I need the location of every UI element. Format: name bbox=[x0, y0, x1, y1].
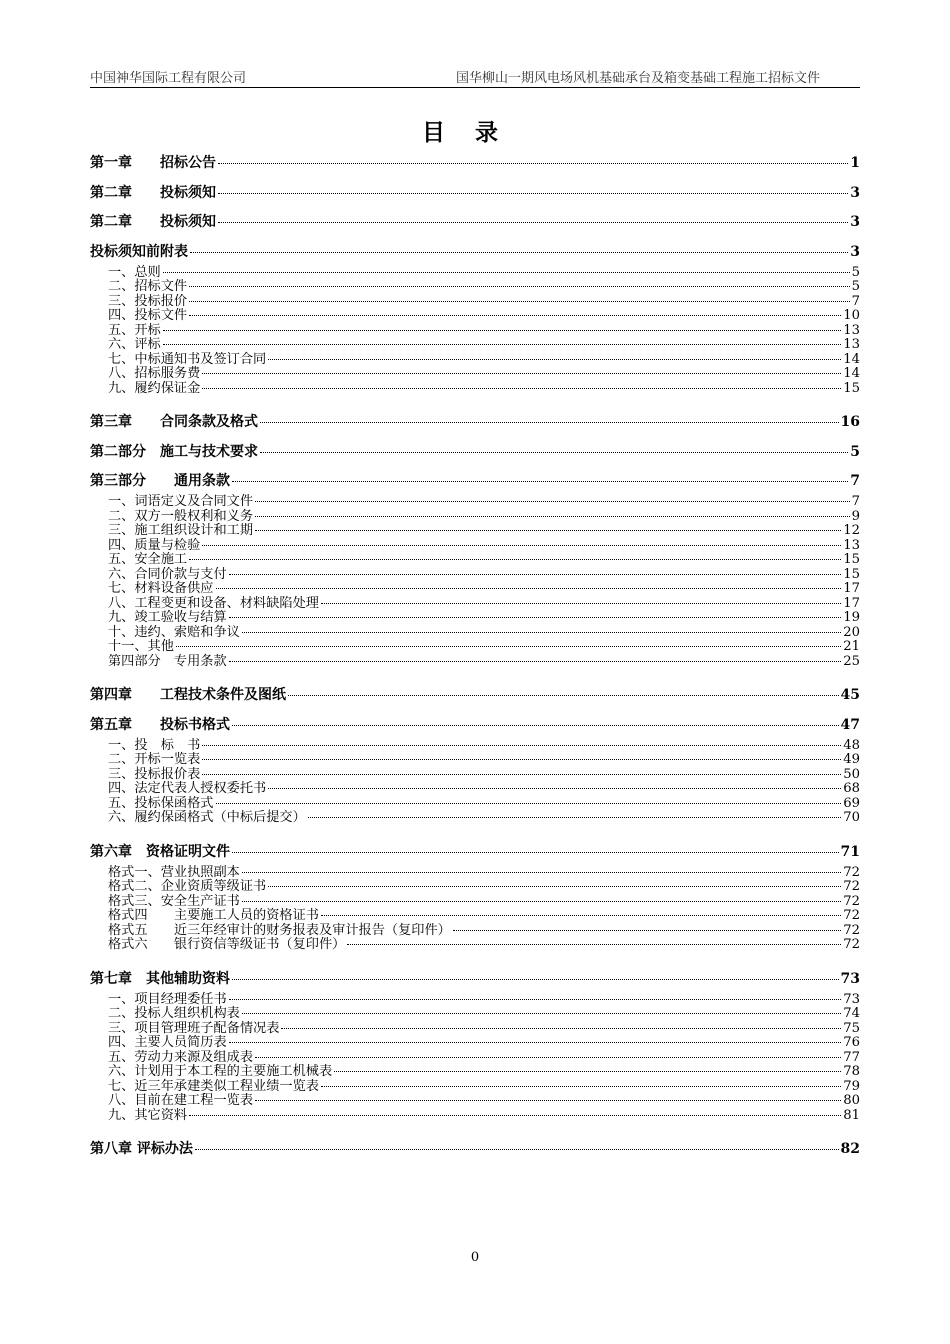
toc-entry-label: 九、竣工验收与结算 bbox=[108, 610, 227, 625]
toc-leader-dots bbox=[347, 944, 841, 945]
toc-entry-label: 六、评标 bbox=[108, 337, 161, 352]
toc-section-entry[interactable] bbox=[108, 1094, 860, 1108]
toc-section-entry[interactable] bbox=[108, 524, 860, 538]
toc-leader-dots bbox=[202, 545, 841, 546]
toc-entry-page-number: 47 bbox=[840, 716, 860, 733]
toc-entry-label: 三、投标报价表 bbox=[108, 766, 201, 782]
toc-entry-label: 三、项目管理班子配备情况表 bbox=[108, 1020, 280, 1036]
toc-section-entry[interactable] bbox=[108, 568, 860, 582]
toc-entry-label: 七、近三年承建类似工程业绩一览表 bbox=[108, 1078, 319, 1094]
header-document-title: 国华柳山一期风电场风机基础承台及箱变基础工程施工招标文件 bbox=[455, 71, 820, 86]
page-title: 目录 bbox=[422, 120, 528, 146]
toc-entry-label: 四、主要人员简历表 bbox=[108, 1035, 227, 1050]
toc-section-entry[interactable] bbox=[108, 768, 860, 782]
toc-leader-dots bbox=[216, 588, 842, 589]
toc-section-entry[interactable] bbox=[108, 611, 860, 625]
toc-section-entry[interactable] bbox=[108, 924, 860, 938]
toc-entry-page-number: 72 bbox=[843, 864, 860, 880]
toc-leader-dots bbox=[232, 852, 839, 853]
toc-entry-page-number: 3 bbox=[850, 184, 860, 201]
toc-entry-label: 六、合同价款与支付 bbox=[108, 566, 227, 582]
toc-entry-page-number: 13 bbox=[843, 322, 860, 338]
toc-section-entry[interactable] bbox=[108, 1022, 860, 1036]
toc-section-entry[interactable] bbox=[108, 309, 860, 323]
toc-entry-page-number: 79 bbox=[843, 1078, 860, 1094]
toc-section-entry[interactable] bbox=[108, 495, 860, 509]
toc-section-entry[interactable] bbox=[108, 782, 860, 796]
toc-chapter-entry[interactable] bbox=[90, 714, 860, 734]
toc-chapter-entry[interactable] bbox=[90, 470, 860, 490]
toc-entry-label: 一、投 标 书 bbox=[108, 737, 201, 753]
toc-entry-page-number: 13 bbox=[843, 537, 860, 553]
toc-entry-label: 第四部分 专用条款 bbox=[108, 653, 227, 669]
toc-chapter-entry[interactable] bbox=[90, 684, 860, 704]
toc-section-entry[interactable] bbox=[108, 510, 860, 524]
toc-leader-dots bbox=[255, 1057, 841, 1058]
toc-section-entry[interactable] bbox=[108, 811, 860, 825]
toc-entry-page-number: 72 bbox=[843, 922, 860, 938]
toc-entry-page-number: 71 bbox=[840, 843, 860, 860]
page-header bbox=[90, 67, 860, 88]
toc-leader-dots bbox=[163, 330, 841, 331]
toc-entry-page-number: 5 bbox=[851, 264, 860, 280]
toc-leader-dots bbox=[260, 452, 848, 453]
toc-entry-label: 九、其它资料 bbox=[108, 1107, 188, 1123]
toc-section-entry[interactable] bbox=[108, 655, 860, 669]
toc-entry-page-number: 81 bbox=[843, 1107, 860, 1123]
toc-chapter-entry[interactable] bbox=[90, 1138, 860, 1158]
toc-chapter-entry[interactable] bbox=[90, 182, 860, 202]
toc-entry-label: 七、中标通知书及签订合同 bbox=[108, 351, 267, 367]
toc-entry-label: 第二章 投标须知 bbox=[90, 214, 216, 230]
toc-entry-page-number: 75 bbox=[843, 1020, 860, 1036]
toc-entry-label: 三、施工组织设计和工期 bbox=[108, 523, 254, 538]
toc-entry-label: 四、法定代表人授权委托书 bbox=[108, 781, 267, 796]
toc-chapter-entry[interactable] bbox=[90, 441, 860, 461]
toc-entry-label: 二、双方一般权利和义务 bbox=[108, 508, 254, 524]
toc-leader-dots bbox=[232, 979, 839, 980]
toc-section-entry[interactable] bbox=[108, 866, 860, 880]
toc-leader-dots bbox=[321, 1086, 841, 1087]
toc-leader-dots bbox=[334, 1071, 841, 1072]
toc-leader-dots bbox=[163, 272, 850, 273]
toc-entry-page-number: 48 bbox=[843, 737, 860, 753]
toc-section-entry[interactable] bbox=[108, 539, 860, 553]
toc-entry-label: 一、项目经理委任书 bbox=[108, 991, 227, 1007]
toc-leader-dots bbox=[255, 1100, 841, 1101]
toc-leader-dots bbox=[218, 193, 848, 194]
toc-entry-label: 六、履约保函格式（中标后提交） bbox=[108, 810, 306, 825]
toc-entry-label: 二、投标人组织机构表 bbox=[108, 1006, 240, 1021]
toc-entry-page-number: 7 bbox=[850, 473, 860, 489]
toc-leader-dots bbox=[255, 501, 850, 502]
toc-entry-label: 五、安全施工 bbox=[108, 552, 188, 567]
toc-leader-dots bbox=[189, 559, 841, 560]
toc-section-entry[interactable] bbox=[108, 553, 860, 567]
toc-entry-label: 七、材料设备供应 bbox=[108, 581, 214, 596]
toc-entry-label: 二、开标一览表 bbox=[108, 752, 201, 767]
toc-entry-page-number: 49 bbox=[843, 752, 860, 767]
toc-section-entry[interactable] bbox=[108, 597, 860, 611]
toc-section-entry[interactable] bbox=[108, 993, 860, 1007]
toc-entry-label: 格式六 银行资信等级证书（复印件） bbox=[108, 937, 346, 952]
toc-leader-dots bbox=[268, 886, 841, 887]
toc-section-entry[interactable] bbox=[108, 880, 860, 894]
toc-leader-dots bbox=[453, 930, 841, 931]
toc-entry-page-number: 15 bbox=[843, 566, 860, 582]
toc-entry-page-number: 70 bbox=[843, 810, 860, 825]
toc-entry-page-number: 17 bbox=[843, 581, 860, 596]
toc-entry-label: 八、目前在建工程一览表 bbox=[108, 1093, 254, 1108]
toc-section-entry[interactable] bbox=[108, 739, 860, 753]
toc-leader-dots bbox=[308, 817, 841, 818]
toc-leader-dots bbox=[189, 301, 849, 302]
toc-entry-page-number: 9 bbox=[851, 508, 860, 524]
toc-entry-page-number: 25 bbox=[843, 653, 860, 669]
toc-entry-page-number: 72 bbox=[843, 937, 860, 952]
toc-entry-page-number: 68 bbox=[843, 781, 860, 796]
toc-leader-dots bbox=[268, 359, 841, 360]
toc-leader-dots bbox=[255, 530, 841, 531]
header-company: 中国神华国际工程有限公司 bbox=[90, 71, 247, 86]
toc-section-entry[interactable] bbox=[108, 895, 860, 909]
toc-leader-dots bbox=[163, 344, 841, 345]
toc-entry-page-number: 14 bbox=[843, 366, 860, 381]
toc-entry-label: 九、履约保证金 bbox=[108, 380, 201, 396]
toc-entry-page-number: 74 bbox=[843, 1006, 860, 1021]
toc-leader-dots bbox=[176, 646, 841, 647]
page-number: 0 bbox=[470, 1250, 480, 1265]
toc-leader-dots bbox=[260, 422, 839, 423]
toc-section-entry[interactable] bbox=[108, 938, 860, 952]
toc-section-entry[interactable] bbox=[108, 266, 860, 280]
toc-entry-label: 第三章 合同条款及格式 bbox=[90, 414, 258, 430]
toc-section-entry[interactable] bbox=[108, 909, 860, 923]
toc-entry-page-number: 12 bbox=[843, 523, 860, 538]
toc-section-entry[interactable] bbox=[108, 324, 860, 338]
toc-section-entry[interactable] bbox=[108, 353, 860, 367]
toc-entry-label: 格式四 主要施工人员的资格证书 bbox=[108, 908, 319, 923]
toc-section-entry[interactable] bbox=[108, 640, 860, 654]
toc-entry-page-number: 73 bbox=[843, 991, 860, 1007]
toc-entry-label: 第一章 招标公告 bbox=[90, 155, 216, 171]
toc-section-entry[interactable] bbox=[108, 367, 860, 381]
toc-entry-page-number: 10 bbox=[843, 308, 860, 323]
toc-chapter-entry[interactable] bbox=[90, 411, 860, 431]
toc-leader-dots bbox=[268, 788, 841, 789]
toc-entry-page-number: 17 bbox=[843, 595, 860, 611]
toc-section-entry[interactable] bbox=[108, 1065, 860, 1079]
toc-entry-page-number: 72 bbox=[843, 879, 860, 894]
toc-entry-page-number: 1 bbox=[850, 155, 860, 171]
toc-section-entry[interactable] bbox=[108, 1007, 860, 1021]
toc-leader-dots bbox=[321, 603, 841, 604]
toc-chapter-entry[interactable] bbox=[90, 841, 860, 861]
toc-entry-label: 四、投标文件 bbox=[108, 308, 188, 323]
toc-entry-page-number: 7 bbox=[851, 494, 860, 509]
toc-entry-label: 五、投标保函格式 bbox=[108, 795, 214, 811]
toc-entry-label: 一、总则 bbox=[108, 264, 161, 280]
toc-entry-label: 第三部分 通用条款 bbox=[90, 473, 230, 489]
toc-entry-page-number: 19 bbox=[843, 610, 860, 625]
toc-leader-dots bbox=[202, 774, 841, 775]
toc-entry-label: 投标须知前附表 bbox=[90, 243, 188, 260]
toc-entry-label: 八、招标服务费 bbox=[108, 366, 201, 381]
toc-entry-label: 第四章 工程技术条件及图纸 bbox=[90, 687, 286, 703]
toc-leader-dots bbox=[232, 725, 839, 726]
toc-entry-page-number: 73 bbox=[840, 970, 860, 987]
toc-entry-page-number: 15 bbox=[843, 380, 860, 396]
toc-entry-page-number: 21 bbox=[843, 639, 860, 654]
toc-entry-page-number: 80 bbox=[843, 1093, 860, 1108]
toc-entry-label: 格式五 近三年经审计的财务报表及审计报告（复印件） bbox=[108, 922, 451, 938]
toc-entry-label: 六、计划用于本工程的主要施工机械表 bbox=[108, 1064, 333, 1079]
toc-entry-label: 三、投标报价 bbox=[108, 293, 188, 309]
toc-section-entry[interactable] bbox=[108, 1080, 860, 1094]
toc-entry-label: 十一、其他 bbox=[108, 639, 174, 654]
toc-entry-label: 二、招标文件 bbox=[108, 279, 188, 294]
toc-section-entry[interactable] bbox=[108, 626, 860, 640]
toc-section-entry[interactable] bbox=[108, 1051, 860, 1065]
toc-leader-dots bbox=[202, 388, 841, 389]
toc-leader-dots bbox=[229, 999, 842, 1000]
toc-leader-dots bbox=[190, 252, 848, 253]
toc-leader-dots bbox=[321, 915, 841, 916]
toc-leader-dots bbox=[229, 574, 842, 575]
toc-entry-page-number: 7 bbox=[851, 293, 860, 309]
toc-leader-dots bbox=[281, 1028, 841, 1029]
toc-entry-page-number: 76 bbox=[843, 1035, 860, 1050]
toc-entry-label: 第二部分 施工与技术要求 bbox=[90, 443, 258, 460]
toc-leader-dots bbox=[202, 759, 841, 760]
toc-entry-label: 格式二、企业资质等级证书 bbox=[108, 879, 267, 894]
toc-entry-label: 格式三、安全生产证书 bbox=[108, 893, 240, 909]
toc-entry-page-number: 78 bbox=[843, 1064, 860, 1079]
toc-entry-page-number: 13 bbox=[843, 337, 860, 352]
toc-section-entry[interactable] bbox=[108, 1036, 860, 1050]
toc-leader-dots bbox=[202, 745, 841, 746]
toc-leader-dots bbox=[229, 661, 842, 662]
toc-leader-dots bbox=[229, 617, 842, 618]
toc-entry-page-number: 14 bbox=[843, 351, 860, 367]
toc-entry-label: 第七章 其他辅助资料 bbox=[90, 970, 230, 987]
toc-section-entry[interactable] bbox=[108, 382, 860, 396]
toc-entry-page-number: 72 bbox=[843, 893, 860, 909]
toc-entry-label: 五、开标 bbox=[108, 322, 161, 338]
toc-entry-page-number: 82 bbox=[840, 1141, 860, 1157]
toc-entry-page-number: 3 bbox=[850, 243, 860, 260]
toc-entry-label: 第二章 投标须知 bbox=[90, 184, 216, 201]
toc-section-entry[interactable] bbox=[108, 295, 860, 309]
toc-leader-dots bbox=[229, 1042, 842, 1043]
toc-leader-dots bbox=[216, 803, 842, 804]
toc-entry-label: 十、违约、索赔和争议 bbox=[108, 624, 240, 640]
toc-leader-dots bbox=[218, 163, 848, 164]
toc-leader-dots bbox=[242, 872, 841, 873]
toc-section-entry[interactable] bbox=[108, 797, 860, 811]
toc-entry-page-number: 5 bbox=[851, 279, 860, 294]
toc-entry-label: 第五章 投标书格式 bbox=[90, 716, 230, 733]
toc-entry-page-number: 3 bbox=[850, 214, 860, 230]
toc-leader-dots bbox=[195, 1149, 839, 1150]
toc-entry-label: 五、劳动力来源及组成表 bbox=[108, 1049, 254, 1065]
toc-entry-label: 格式一、营业执照副本 bbox=[108, 864, 240, 880]
toc-chapter-entry[interactable] bbox=[90, 152, 860, 172]
toc-leader-dots bbox=[242, 901, 841, 902]
toc-section-entry[interactable] bbox=[108, 582, 860, 596]
toc-leader-dots bbox=[242, 1013, 841, 1014]
toc-chapter-entry[interactable] bbox=[90, 241, 860, 261]
toc-entry-label: 八、工程变更和设备、材料缺陷处理 bbox=[108, 595, 319, 611]
toc-leader-dots bbox=[189, 286, 849, 287]
toc-leader-dots bbox=[189, 1115, 841, 1116]
toc-chapter-entry[interactable] bbox=[90, 211, 860, 231]
toc-entry-label: 一、词语定义及合同文件 bbox=[108, 494, 254, 509]
toc-entry-label: 四、质量与检验 bbox=[108, 537, 201, 553]
toc-chapter-entry[interactable] bbox=[90, 968, 860, 988]
toc-leader-dots bbox=[288, 695, 839, 696]
toc-entry-page-number: 15 bbox=[843, 552, 860, 567]
toc-leader-dots bbox=[218, 222, 848, 223]
toc-section-entry[interactable] bbox=[108, 1109, 860, 1123]
toc-entry-page-number: 72 bbox=[843, 908, 860, 923]
toc-entry-page-number: 69 bbox=[843, 795, 860, 811]
toc-entry-label: 第六章 资格证明文件 bbox=[90, 843, 230, 860]
toc-section-entry[interactable] bbox=[108, 280, 860, 294]
toc-section-entry[interactable] bbox=[108, 338, 860, 352]
toc-entry-page-number: 45 bbox=[840, 687, 860, 703]
toc-entry-page-number: 16 bbox=[840, 414, 860, 430]
toc-entry-label: 第八章 评标办法 bbox=[90, 1141, 193, 1157]
toc-leader-dots bbox=[232, 481, 848, 482]
toc-entry-page-number: 20 bbox=[843, 624, 860, 640]
toc-leader-dots bbox=[242, 632, 841, 633]
toc-section-entry[interactable] bbox=[108, 753, 860, 767]
toc-entry-page-number: 50 bbox=[843, 766, 860, 782]
toc-leader-dots bbox=[189, 315, 841, 316]
toc-entry-page-number: 77 bbox=[843, 1049, 860, 1065]
toc-leader-dots bbox=[255, 516, 850, 517]
toc-entry-page-number: 5 bbox=[850, 443, 860, 460]
toc-leader-dots bbox=[202, 373, 841, 374]
